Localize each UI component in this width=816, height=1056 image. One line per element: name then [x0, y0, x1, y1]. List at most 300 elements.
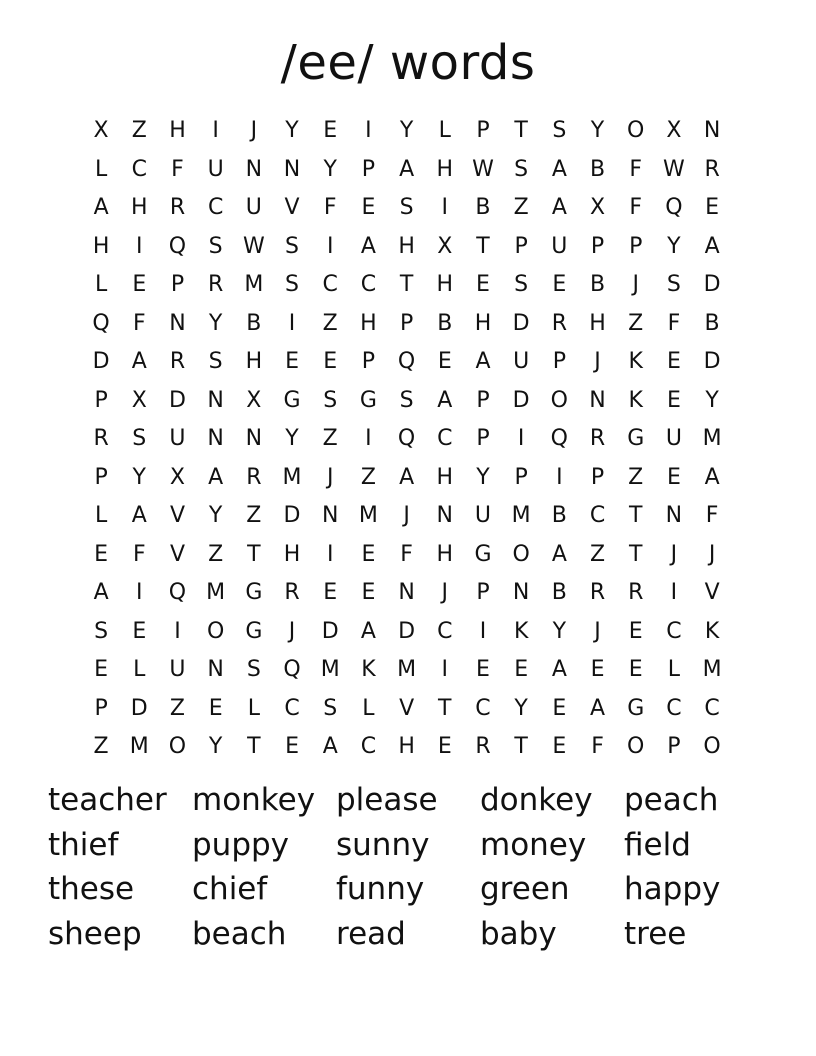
grid-letter: E — [208, 695, 223, 721]
grid-letter: M — [358, 503, 378, 529]
word-list-item: thief — [48, 826, 119, 863]
grid-letter: I — [556, 464, 563, 490]
grid-letter: K — [513, 618, 529, 644]
grid-letter: N — [245, 156, 263, 182]
grid-letter: E — [705, 195, 720, 221]
grid-letter: Q — [397, 426, 416, 452]
grid-letter: J — [632, 272, 639, 298]
grid-row — [82, 497, 732, 536]
grid-letter: G — [627, 426, 645, 452]
grid-letter: E — [666, 349, 681, 375]
grid-letter: I — [174, 618, 181, 644]
grid-letter: S — [323, 695, 338, 721]
grid-letter: E — [437, 734, 452, 760]
grid-letter: A — [551, 156, 567, 182]
grid-letter: A — [131, 349, 147, 375]
word-list-item: sunny — [336, 826, 430, 863]
grid-letter: A — [475, 349, 491, 375]
grid-letter: N — [207, 387, 224, 413]
grid-letter: P — [476, 387, 490, 413]
grid-letter: U — [474, 503, 492, 529]
grid-letter: Z — [322, 310, 338, 336]
word-search-grid — [82, 112, 732, 767]
grid-letter: A — [208, 464, 224, 490]
grid-letter: A — [437, 387, 453, 413]
grid-letter: H — [398, 734, 415, 760]
grid-letter: P — [629, 233, 643, 259]
grid-letter: M — [320, 657, 340, 683]
grid-letter: E — [552, 272, 567, 298]
grid-letter: W — [242, 233, 265, 259]
grid-letter: E — [94, 657, 109, 683]
grid-letter: E — [552, 695, 567, 721]
grid-letter: G — [283, 387, 301, 413]
grid-letter: H — [283, 541, 301, 567]
grid-letter: F — [705, 503, 719, 529]
grid-letter: T — [514, 734, 528, 760]
grid-letter: A — [360, 233, 376, 259]
word-list-item: green — [480, 871, 570, 907]
grid-letter: S — [552, 118, 567, 144]
page-title: /ee/ words — [280, 35, 536, 91]
grid-row — [82, 728, 732, 767]
grid-letter: Y — [552, 618, 567, 644]
grid-letter: J — [403, 503, 410, 529]
grid-letter: S — [514, 156, 529, 182]
grid-letter: R — [704, 156, 720, 182]
grid-letter: L — [667, 657, 681, 683]
word-list-item: read — [336, 915, 406, 952]
grid-letter: A — [590, 695, 606, 721]
grid-letter: P — [552, 349, 566, 375]
grid-letter: P — [361, 156, 376, 182]
word-list-item: beach — [192, 915, 287, 952]
grid-letter: I — [670, 580, 678, 606]
grid-letter: H — [436, 464, 454, 490]
grid-letter: J — [441, 580, 449, 606]
grid-letter: H — [360, 310, 377, 336]
grid-letter: T — [247, 541, 261, 567]
grid-letter: I — [136, 233, 143, 259]
grid-letter: D — [512, 387, 530, 413]
grid-letter: P — [476, 118, 490, 144]
word-list-item: tree — [624, 915, 687, 952]
grid-letter: E — [323, 349, 338, 375]
grid-letter: A — [704, 464, 720, 490]
grid-letter: T — [514, 118, 528, 144]
word-list-column — [480, 778, 624, 956]
grid-letter: S — [323, 387, 338, 413]
grid-letter: L — [247, 695, 260, 721]
grid-letter: Y — [514, 695, 528, 721]
grid-letter: U — [169, 657, 186, 683]
grid-letter: O — [206, 618, 225, 644]
grid-letter: Z — [208, 541, 224, 567]
grid-letter: Y — [285, 426, 299, 452]
grid-letter: F — [629, 156, 643, 182]
grid-letter: B — [551, 580, 567, 606]
word-list — [48, 778, 768, 956]
grid-row — [82, 151, 732, 190]
grid-letter: B — [589, 156, 606, 182]
grid-letter: Y — [476, 464, 490, 490]
grid-letter: L — [438, 118, 451, 144]
word-list-item: baby — [480, 915, 557, 952]
grid-letter: M — [129, 734, 149, 760]
grid-letter: I — [326, 233, 334, 259]
grid-letter: F — [667, 310, 681, 336]
grid-letter: F — [629, 195, 643, 221]
grid-letter: I — [479, 618, 487, 644]
grid-letter: F — [132, 310, 146, 336]
grid-letter: E — [476, 272, 490, 298]
grid-letter: E — [666, 464, 681, 490]
grid-letter: M — [702, 426, 722, 452]
grid-letter: H — [169, 118, 186, 144]
grid-letter: H — [474, 310, 492, 336]
grid-letter: P — [514, 233, 528, 259]
grid-letter: P — [94, 695, 108, 721]
grid-letter: A — [93, 580, 109, 606]
grid-row — [82, 690, 732, 729]
grid-letter: Z — [322, 426, 338, 452]
grid-letter: F — [323, 195, 337, 221]
grid-letter: I — [441, 195, 449, 221]
grid-letter: N — [589, 387, 606, 413]
grid-letter: X — [437, 233, 453, 259]
grid-letter: H — [436, 541, 454, 567]
grid-letter: J — [326, 464, 334, 490]
grid-letter: D — [130, 695, 148, 721]
grid-letter: M — [282, 464, 302, 490]
grid-letter: Y — [208, 734, 223, 760]
grid-letter: C — [322, 272, 338, 298]
grid-letter: A — [399, 156, 415, 182]
grid-letter: P — [399, 310, 414, 336]
word-list-item: happy — [624, 871, 721, 907]
grid-letter: C — [360, 734, 377, 760]
grid-letter: A — [131, 503, 147, 529]
word-list-item: donkey — [480, 782, 593, 818]
grid-letter: D — [398, 618, 416, 644]
grid-letter: N — [436, 503, 454, 529]
grid-letter: E — [132, 272, 147, 298]
grid-letter: S — [246, 657, 261, 683]
grid-letter: Q — [92, 310, 110, 336]
grid-letter: R — [551, 310, 567, 336]
grid-letter: Z — [246, 503, 262, 529]
grid-letter: P — [476, 580, 490, 606]
grid-letter: E — [476, 657, 490, 683]
grid-row — [82, 420, 732, 459]
grid-letter: H — [398, 233, 415, 259]
word-list-item: chief — [192, 871, 268, 907]
grid-letter: C — [589, 503, 606, 529]
grid-letter: R — [475, 734, 491, 760]
grid-letter: S — [285, 233, 300, 259]
grid-letter: L — [362, 695, 375, 721]
grid-letter: I — [326, 541, 334, 567]
grid-letter: J — [594, 349, 601, 375]
grid-letter: Q — [665, 195, 683, 221]
grid-letter: L — [133, 657, 146, 683]
grid-letter: P — [590, 464, 605, 490]
grid-letter: C — [704, 695, 720, 721]
grid-letter: D — [168, 387, 186, 413]
grid-letter: K — [628, 387, 643, 413]
word-list-column — [336, 778, 480, 956]
grid-letter: Y — [208, 503, 223, 529]
grid-letter: Y — [208, 310, 223, 336]
grid-letter: E — [628, 657, 643, 683]
grid-letter: S — [208, 233, 223, 259]
grid-letter: N — [398, 580, 415, 606]
grid-letter: Q — [168, 233, 187, 259]
grid-letter: P — [476, 426, 490, 452]
grid-letter: T — [399, 272, 414, 298]
grid-letter: R — [284, 580, 300, 606]
grid-letter: K — [628, 349, 643, 375]
grid-letter: E — [361, 541, 376, 567]
grid-letter: N — [207, 657, 224, 683]
word-list-item: field — [624, 826, 691, 863]
grid-letter: A — [551, 195, 567, 221]
grid-letter: W — [663, 156, 685, 182]
grid-letter: Z — [589, 541, 606, 567]
grid-letter: D — [321, 618, 339, 644]
grid-letter: A — [551, 541, 567, 567]
grid-letter: V — [169, 541, 185, 567]
word-list-item: funny — [336, 871, 425, 907]
grid-letter: B — [704, 310, 720, 336]
grid-letter: B — [246, 310, 262, 336]
grid-letter: S — [399, 195, 414, 221]
grid-letter: N — [207, 426, 224, 452]
grid-letter: N — [512, 580, 530, 606]
grid-row — [82, 228, 732, 267]
grid-letter: H — [436, 156, 454, 182]
grid-letter: P — [94, 387, 108, 413]
grid-letter: I — [365, 118, 372, 144]
grid-letter: R — [208, 272, 224, 298]
grid-letter: E — [628, 618, 643, 644]
word-list-item: sheep — [48, 915, 142, 952]
grid-letter: C — [284, 695, 300, 721]
grid-letter: Z — [93, 734, 109, 760]
grid-letter: C — [475, 695, 491, 721]
grid-letter: A — [399, 464, 415, 490]
grid-letter: N — [321, 503, 339, 529]
grid-row — [82, 536, 732, 575]
grid-letter: G — [245, 580, 263, 606]
grid-letter: X — [169, 464, 185, 490]
grid-letter: O — [627, 734, 645, 760]
grid-letter: Q — [283, 657, 301, 683]
grid-letter: W — [472, 156, 494, 182]
word-list-item: peach — [624, 782, 719, 818]
grid-letter: D — [512, 310, 530, 336]
grid-letter: M — [397, 657, 417, 683]
grid-letter: O — [168, 734, 187, 760]
grid-letter: G — [627, 695, 645, 721]
grid-letter: K — [361, 657, 376, 683]
grid-letter: X — [93, 118, 109, 144]
grid-letter: F — [400, 541, 413, 567]
grid-letter: J — [670, 541, 678, 567]
grid-letter: Y — [590, 118, 605, 144]
grid-letter: F — [591, 734, 604, 760]
grid-letter: N — [665, 503, 683, 529]
grid-letter: E — [285, 349, 299, 375]
grid-letter: Y — [399, 118, 414, 144]
grid-row — [82, 574, 732, 613]
grid-letter: Z — [628, 310, 644, 336]
grid-letter: M — [511, 503, 531, 529]
grid-row — [82, 343, 732, 382]
grid-letter: H — [245, 349, 263, 375]
word-list-item: these — [48, 871, 135, 907]
grid-letter: X — [589, 195, 606, 221]
grid-row — [82, 305, 732, 344]
grid-letter: S — [285, 272, 300, 298]
grid-letter: Y — [705, 387, 719, 413]
grid-letter: Z — [131, 118, 147, 144]
grid-letter: U — [513, 349, 530, 375]
grid-letter: E — [361, 580, 376, 606]
grid-letter: L — [94, 503, 108, 529]
grid-letter: B — [589, 272, 606, 298]
grid-letter: Y — [132, 464, 146, 490]
grid-row — [82, 189, 732, 228]
grid-letter: E — [132, 618, 147, 644]
grid-letter: L — [94, 272, 108, 298]
grid-letter: E — [323, 118, 338, 144]
grid-letter: G — [245, 618, 263, 644]
grid-letter: T — [628, 541, 643, 567]
grid-row — [82, 651, 732, 690]
grid-letter: D — [92, 349, 110, 375]
grid-letter: H — [589, 310, 606, 336]
grid-letter: H — [436, 272, 454, 298]
grid-letter: Z — [169, 695, 185, 721]
grid-letter: T — [438, 695, 452, 721]
grid-letter: U — [169, 426, 186, 452]
grid-letter: B — [551, 503, 567, 529]
grid-letter: R — [628, 580, 644, 606]
grid-letter: H — [131, 195, 148, 221]
grid-letter: S — [399, 387, 414, 413]
grid-letter: S — [208, 349, 223, 375]
word-list-item: please — [336, 782, 438, 818]
grid-row — [82, 613, 732, 652]
grid-letter: I — [136, 580, 143, 606]
grid-letter: I — [288, 310, 296, 336]
grid-letter: A — [322, 734, 338, 760]
grid-letter: X — [246, 387, 262, 413]
grid-row — [82, 459, 732, 498]
grid-letter: V — [169, 503, 185, 529]
grid-letter: U — [207, 156, 224, 182]
grid-letter: E — [285, 734, 299, 760]
grid-letter: E — [323, 580, 338, 606]
grid-letter: G — [474, 541, 492, 567]
grid-letter: O — [550, 387, 568, 413]
grid-letter: U — [551, 233, 568, 259]
grid-letter: E — [437, 349, 452, 375]
grid-letter: R — [169, 195, 186, 221]
grid-letter: B — [437, 310, 453, 336]
grid-letter: P — [361, 349, 376, 375]
word-list-item: monkey — [192, 782, 316, 818]
grid-letter: E — [590, 657, 605, 683]
grid-letter: Z — [513, 195, 529, 221]
grid-letter: D — [703, 272, 721, 298]
grid-letter: T — [247, 734, 261, 760]
grid-letter: Z — [628, 464, 644, 490]
grid-letter: F — [171, 156, 184, 182]
grid-letter: N — [283, 156, 301, 182]
grid-letter: R — [93, 426, 109, 452]
grid-letter: Q — [397, 349, 416, 375]
grid-letter: A — [704, 233, 720, 259]
grid-row — [82, 112, 732, 151]
word-list-column — [48, 778, 192, 956]
word-list-column — [624, 778, 768, 956]
grid-letter: Y — [285, 118, 299, 144]
grid-letter: U — [665, 426, 682, 452]
grid-letter: C — [437, 426, 453, 452]
grid-letter: C — [666, 618, 682, 644]
word-list-column — [192, 778, 336, 956]
grid-letter: H — [92, 233, 110, 259]
grid-letter: C — [437, 618, 453, 644]
grid-letter: B — [475, 195, 491, 221]
grid-letter: F — [132, 541, 146, 567]
grid-letter: I — [212, 118, 219, 144]
grid-letter: V — [704, 580, 720, 606]
grid-letter: N — [169, 310, 186, 336]
grid-letter: D — [283, 503, 301, 529]
grid-letter: O — [627, 118, 645, 144]
grid-letter: G — [359, 387, 377, 413]
grid-letter: M — [244, 272, 264, 298]
grid-letter: M — [702, 657, 722, 683]
grid-letter: R — [589, 580, 606, 606]
grid-letter: Y — [323, 156, 337, 182]
word-list-item: teacher — [48, 782, 167, 818]
grid-letter: E — [552, 734, 567, 760]
grid-letter: E — [94, 541, 109, 567]
grid-letter: J — [708, 541, 716, 567]
grid-letter: I — [517, 426, 525, 452]
grid-letter: Q — [168, 580, 187, 606]
grid-letter: I — [365, 426, 372, 452]
grid-letter: P — [590, 233, 605, 259]
grid-letter: L — [94, 156, 108, 182]
grid-row — [82, 382, 732, 421]
word-list-item: puppy — [192, 826, 290, 863]
grid-letter: D — [703, 349, 721, 375]
word-list-item: money — [480, 826, 587, 863]
grid-row — [82, 266, 732, 305]
grid-letter: C — [666, 695, 682, 721]
grid-letter: J — [250, 118, 258, 144]
grid-letter: T — [476, 233, 490, 259]
grid-letter: E — [514, 657, 529, 683]
grid-letter: E — [666, 387, 681, 413]
grid-letter: V — [399, 695, 415, 721]
grid-letter: I — [441, 657, 449, 683]
